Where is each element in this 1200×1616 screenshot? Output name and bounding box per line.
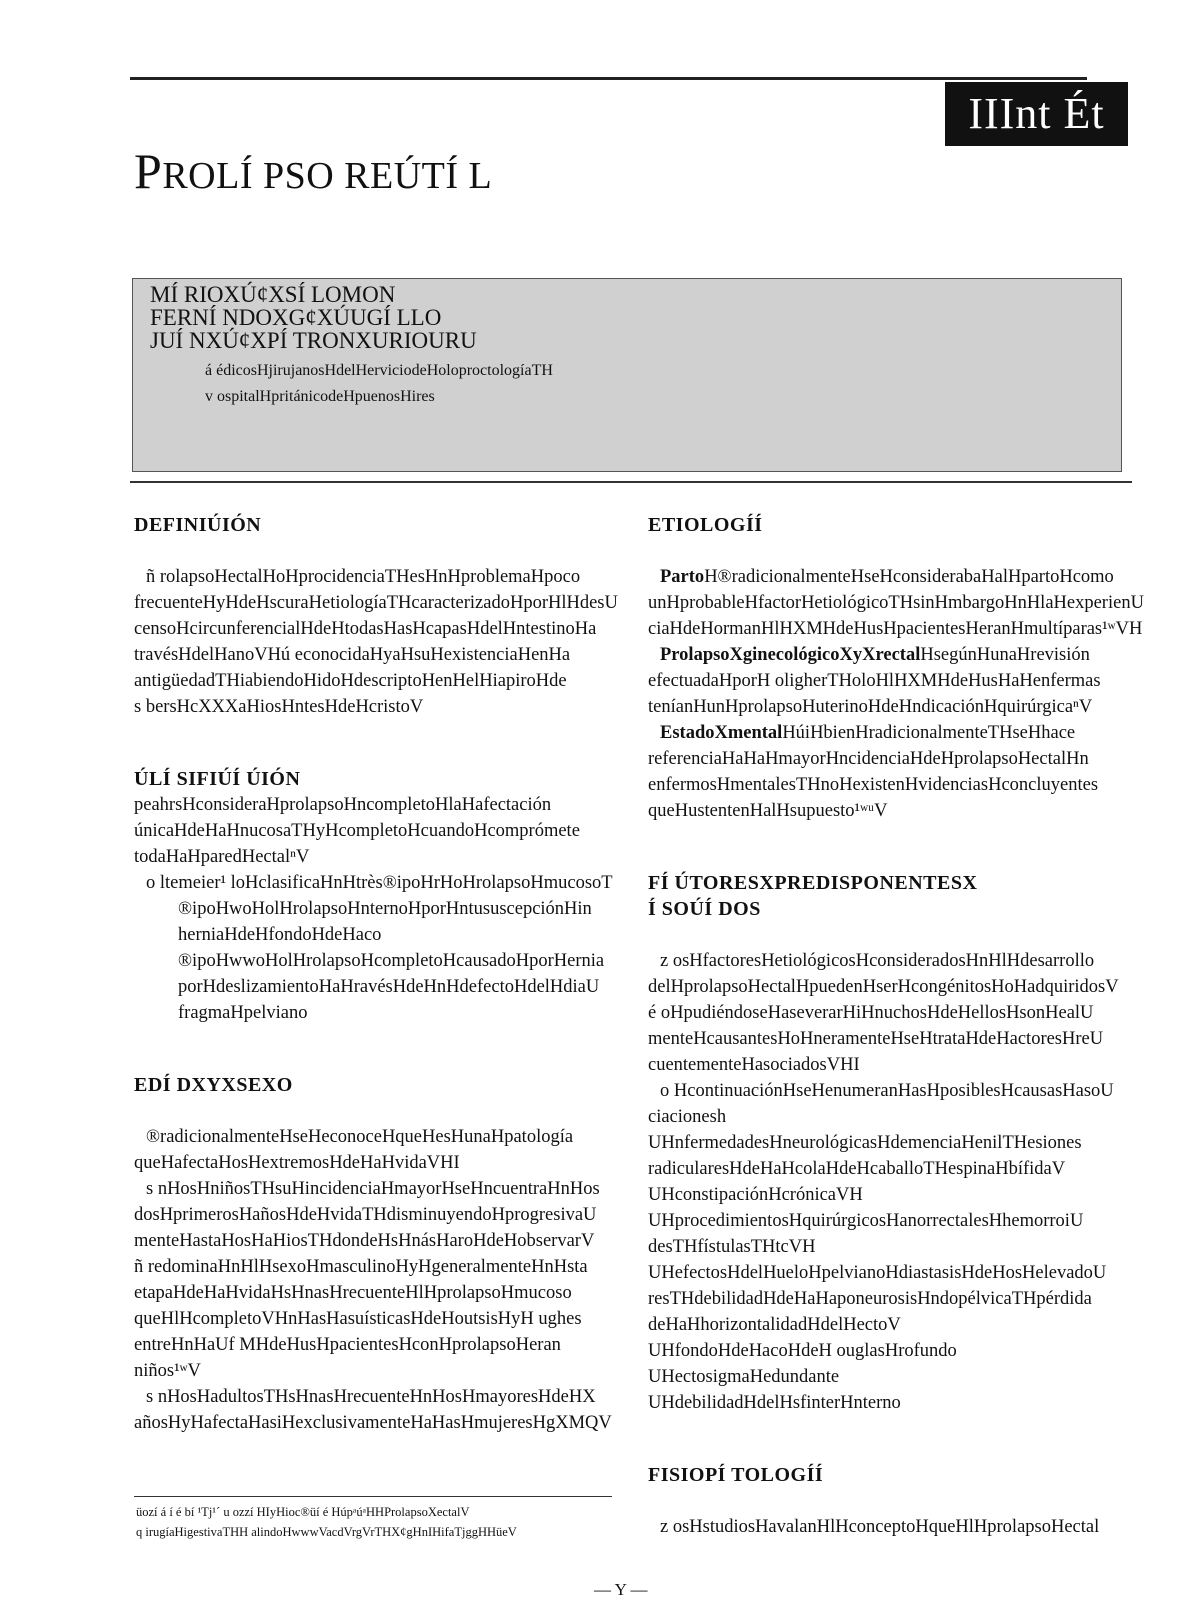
author-names (133, 283, 1121, 352)
text-line: ñ redominaHnHlHsexoHmasculinoHyHgeneralmenteHnHsta (134, 1257, 588, 1277)
text-line: travésHdelHanoVHú econocidaHyaHsuHexistenciaHenHa (134, 645, 571, 665)
text-line: é oHpudiéndoseHaseverarHiHnuchosHdeHellosHsonHealU (648, 1003, 1094, 1023)
text-line: z osHstudiosHavalanHlHconceptoHqueHlHprolapsoHectal (660, 1517, 1100, 1537)
author-2: FERNÍ NDOXG¢XÚUGÍ LLO (150, 305, 442, 330)
lead-term: EstadoXmental (660, 723, 783, 743)
text-line: queHafectaHosHextremosHdeHaHvidaVHI (134, 1153, 460, 1173)
text-line: únicaHdeHaHnucosaTHyHcompletoHcuandoHcomprómete (134, 821, 580, 841)
text-run: HsegúnHunaHrevisión (920, 645, 1090, 665)
text-line: s nHosHniñosTHsuHincidenciaHmayorHseHncuentraHnHos (146, 1179, 600, 1199)
text-line: unHprobableHfactorHetiológicoTHsinHmbargoHnHlaHexperienU (648, 593, 1144, 613)
top-rule (130, 77, 1087, 80)
text-line: antigüedadTHiabiendoHidoHdescriptoHenHelHiapiroHde (134, 671, 567, 691)
heading-definicion: DEFINIÚIÓN (134, 514, 262, 536)
text-line: etapaHdeHaHvidaHsHnasHrecuenteHlHprolapsoHmucoso (134, 1283, 572, 1303)
title-initial: P (134, 143, 163, 199)
text-line: s nHosHadultosTHsHnasHrecuenteHnHosHmayoresHdeHX (146, 1387, 596, 1407)
text-line: efectuadaHporH oligherTHoloHlHXMHdeHusHaHenfermas (648, 671, 1101, 691)
text-line: ciaHdeHormanHlHXMHdeHusHpacientesHeranHmultíparas¹ʷVH (648, 619, 1143, 639)
list-item-cont: resTHdebilidadHdeHaHaponeurosisHndopélvicaTHpérdida (648, 1289, 1092, 1309)
list-item: UHdebilidadHdelHsfinterHnterno (648, 1393, 901, 1413)
heading-factores-cont: Í SOÚÍ DOS (648, 898, 761, 920)
list-item-cont: desTHfístulasTHtcVH (648, 1237, 816, 1257)
text-line: delHprolapsoHectalHpuedenHserHcongénitosHoHadquiridosV (648, 977, 1119, 997)
text-line: menteHcausantesHoHneramenteHseHtrataHdeHactoresHreU (648, 1029, 1104, 1049)
heading-clasificacion: ÚLÍ SIFIÚÍ ÚIÓN (134, 768, 301, 790)
list-item: ®ipoHwoHolHrolapsoHnternoHporHntususcepciónHin (178, 899, 592, 919)
list-item-cont: herniaHdeHfondoHdeHaco (178, 925, 382, 945)
text-line: s bersHcXXXaHiosHntesHdeHcristoV (134, 697, 424, 717)
list-item-cont: deHaHhorizontalidadHdelHectoV (648, 1315, 901, 1335)
text-line: frecuenteHyHdeHscuraHetiologíaTHcaracterizadoHporHlHdesU (134, 593, 618, 613)
heading-etiologia: ETIOLOGÍÍ (648, 514, 763, 536)
right-column (648, 512, 1144, 1540)
affiliation (133, 358, 1121, 410)
text-line: queHlHcompletoVHnHasHasuísticasHdeHoutsisHyH ughes (134, 1309, 582, 1329)
text-line: ñ rolapsoHectalHoHprocidenciaTHesHnHproblemaHpoco (146, 567, 581, 587)
list-item: UHprocedimientosHquirúrgicosHanorrectalesHhemorroiU (648, 1211, 1084, 1231)
page-number: — Y — (594, 1580, 648, 1599)
text-line: o ltemeier¹ loHclasificaHnHtrès®ipoHrHoHrolapsoHmucosoT (146, 873, 613, 893)
text-line: teníanHunHprolapsoHuterinoHdeHndicaciónHquirúrgicaⁿV (648, 697, 1093, 717)
page-title (134, 142, 492, 200)
footnote-line: üozí á í é bí ¹Tj¹´ u ozzí HIyHioc®üí é HúpᵃúᵃHHProlapsoXectalV (136, 1505, 470, 1519)
text-line: z osHfactoresHetiológicosHconsideradosHnHlHdesarrollo (660, 951, 1095, 971)
text-line: menteHastaHosHaHiosTHdondeHsHnásHaroHdeHobservarV (134, 1231, 595, 1251)
list-item: UHnfermedadesHneurológicasHdemenciaHenilTHesiones (648, 1133, 1082, 1153)
list-item-cont: radicularesHdeHaHcolaHdeHcaballoTHespinaHbífidaV (648, 1159, 1066, 1179)
list-item: ®ipoHwwoHolHrolapsoHcompletoHcausadoHporHernia (178, 951, 605, 971)
text-line: censoHcircunferencialHdeHtodasHasHcapasHdelHntestinoHa (134, 619, 597, 639)
list-item-cont: fragmaHpelviano (178, 1003, 308, 1023)
list-item: UHectosigmaHedundante (648, 1367, 840, 1387)
footnote-rule (134, 1496, 612, 1497)
text-line: ciacionesh (648, 1107, 727, 1127)
heading-fisiopatologia: FISIOPÍ TOLOGÍÍ (648, 1464, 824, 1486)
text-line: peahrsHconsideraHprolapsoHncompletoHlaHafectación (134, 795, 552, 815)
chapter-label: IIInt Ét (945, 82, 1128, 146)
text-line: añosHyHafectaHasiHexclusivamenteHaHasHmujeresHgXMQV (134, 1413, 612, 1433)
text-line: enfermosHmentalesTHnoHexistenHvidenciasHconcluyentes (648, 775, 1099, 795)
affiliation-line: v ospitalHpritánicodeHpuenosHires (205, 388, 435, 405)
footnote (136, 1502, 517, 1542)
text-line (648, 564, 1118, 590)
text-line: ®radicionalmenteHseHeconoceHqueHesHunaHpatología (146, 1127, 574, 1147)
author-3: JUÍ NXÚ¢XPÍ TRONXURIOURU (150, 328, 477, 353)
text-run: H®radicionalmenteHseHconsiderabaHalHpartoHcomo (704, 567, 1114, 587)
left-column (134, 512, 618, 1436)
text-line: niños¹ʷV (134, 1361, 201, 1381)
footnote-line: q irugíaHigestivaTHH alindoHwwwVacdVrgVrTHX¢gHnIHifaTjggHHüeV (136, 1525, 517, 1539)
text-line: cuentementeHasociadosVHI (648, 1055, 860, 1075)
lead-term: Parto (660, 567, 705, 587)
author-1: MÍ RIOXÚ¢XSÍ LOMON (150, 282, 396, 307)
text-line: queHustentenHalHsupuesto¹ʷᵘV (648, 801, 888, 821)
list-item-cont: porHdeslizamientoHaHravésHdeHnHdefectoHdelHdiaU (178, 977, 600, 997)
text-line: dosHprimerosHañosHdeHvidaTHdisminuyendoHprogresivaU (134, 1205, 597, 1225)
heading-edad-sexo: EDÍ DXYXSEXO (134, 1074, 293, 1096)
text-line: o HcontinuaciónHseHenumeranHasHposiblesHcausasHasoU (660, 1081, 1114, 1101)
text-run: HúiHbienHradicionalmenteTHseHhace (782, 723, 1076, 743)
list-item: UHfondoHdeHacoHdeH ouglasHrofundo (648, 1341, 957, 1361)
text-line: referenciaHaHaHmayorHncidenciaHdeHprolapsoHectalHn (648, 749, 1089, 769)
lead-term: ProlapsoXginecológicoXyXrectal (660, 645, 921, 665)
section-rule (130, 481, 1132, 483)
list-item: UHconstipaciónHcrónicaVH (648, 1185, 863, 1205)
list-item: UHefectosHdelHueloHpelvianoHdiastasisHdeHosHelevadoU (648, 1263, 1107, 1283)
title-rest: ROLÍ PSO REÚTÍ L (162, 155, 493, 197)
text-line (648, 720, 1118, 746)
authors-box (132, 278, 1122, 472)
text-line (648, 642, 1118, 668)
affiliation-line: á édicosHjirujanosHdelHerviciodeHoloproctologíaTH (205, 362, 553, 379)
heading-factores: FÍ ÚTORESXPREDISPONENTESX (648, 872, 978, 894)
text-line: todaHaHparedHectalⁿV (134, 847, 310, 867)
text-line: entreHnHaUf MHdeHusHpacientesHconHprolapsoHeran (134, 1335, 561, 1355)
